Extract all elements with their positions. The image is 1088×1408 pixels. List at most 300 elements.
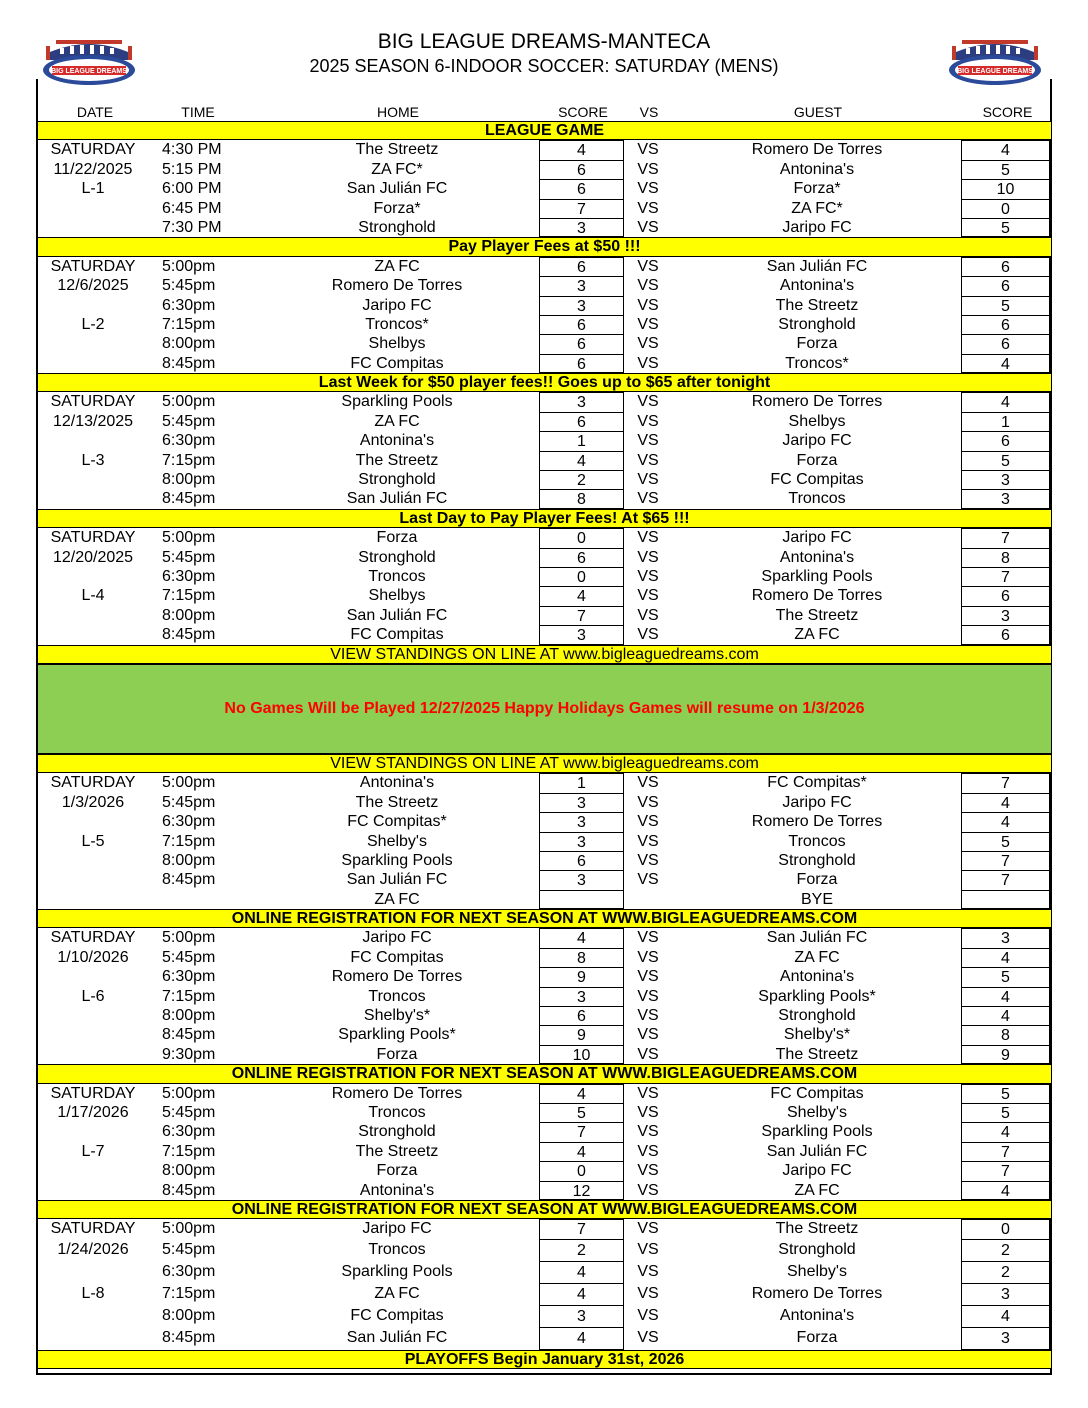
game-time: 5:00pm — [162, 774, 216, 792]
vs-label: VS — [637, 606, 659, 624]
vs-label: VS — [637, 218, 659, 236]
home-team: Shelbys — [368, 587, 426, 605]
home-score: 4 — [539, 1283, 624, 1305]
game-row — [37, 967, 1052, 986]
guest-score: 1 — [961, 412, 1050, 431]
guest-team: ZA FC* — [791, 199, 843, 217]
guest-team: Shelbys — [788, 412, 846, 430]
home-score: 9 — [539, 967, 624, 986]
game-row — [37, 793, 1052, 812]
game-time: 5:00pm — [162, 529, 216, 547]
guest-score: 4 — [961, 793, 1050, 812]
guest-team: Romero De Torres — [751, 587, 883, 605]
home-score: 3 — [539, 832, 624, 851]
guest-score: 5 — [961, 296, 1050, 315]
home-team: Troncos* — [365, 315, 429, 333]
vs-label: VS — [637, 832, 659, 850]
home-team: Troncos — [368, 1240, 426, 1258]
home-team: Forza — [376, 1162, 418, 1180]
game-time: 5:00pm — [162, 1084, 216, 1102]
game-time: 6:30pm — [162, 1123, 216, 1141]
game-time: 7:15pm — [162, 1142, 216, 1160]
home-score: 6 — [539, 315, 624, 334]
vs-label: VS — [637, 354, 659, 372]
game-row — [37, 625, 1052, 644]
game-row — [37, 528, 1052, 547]
home-score: 2 — [539, 470, 624, 489]
guest-score: 4 — [961, 140, 1050, 159]
guest-score: 0 — [961, 199, 1050, 218]
home-team: Romero De Torres — [331, 277, 463, 295]
game-date — [37, 1122, 149, 1141]
home-score: 6 — [539, 257, 624, 276]
guest-score: 4 — [961, 812, 1050, 831]
vs-label: VS — [637, 1181, 659, 1199]
home-score: 3 — [539, 625, 624, 644]
game-date — [37, 851, 149, 870]
home-team: San Julián FC — [346, 180, 448, 198]
home-team: Shelby's* — [363, 1007, 431, 1025]
game-date: SATURDAY — [50, 1084, 136, 1102]
game-time: 5:45pm — [162, 948, 216, 966]
svg-text:BIG LEAGUE DREAMS: BIG LEAGUE DREAMS — [51, 68, 127, 75]
game-time: 8:00pm — [162, 1007, 216, 1025]
guest-score: 5 — [961, 451, 1050, 470]
col-score2: SCORE — [982, 104, 1033, 120]
page-header — [0, 0, 1088, 100]
home-score: 3 — [539, 1305, 624, 1327]
game-time: 5:45pm — [162, 1103, 216, 1121]
home-score: 6 — [539, 334, 624, 353]
guest-team: Jaripo FC — [782, 529, 852, 547]
game-row — [37, 1327, 1052, 1349]
standings-link-banner: VIEW STANDINGS ON LINE AT www.bigleaguedreams.com — [37, 645, 1052, 664]
home-team: Antonina's — [359, 1181, 435, 1199]
game-time: 6:00 PM — [162, 180, 222, 198]
home-team: Troncos — [368, 987, 426, 1005]
game-time: 8:45pm — [162, 1329, 216, 1347]
guest-team: Antonina's — [779, 277, 855, 295]
guest-score: 6 — [961, 625, 1050, 644]
vs-label: VS — [637, 567, 659, 585]
game-time: 5:45pm — [162, 1240, 216, 1258]
home-team: Jaripo FC — [362, 296, 432, 314]
vs-label: VS — [637, 1262, 659, 1280]
guest-team: Antonina's — [779, 1307, 855, 1325]
home-score: 4 — [539, 451, 624, 470]
vs-label: VS — [637, 277, 659, 295]
game-date — [37, 567, 149, 586]
vs-label: VS — [637, 987, 659, 1005]
announcement-banner: Last Day to Pay Player Fees! At $65 !!! — [37, 509, 1052, 528]
vs-label: VS — [637, 1007, 659, 1025]
announcement-banner: ONLINE REGISTRATION FOR NEXT SEASON AT WWW.BIGLEAGUEDREAMS.COM — [37, 1064, 1052, 1083]
guest-team: Sparkling Pools — [761, 1123, 873, 1141]
guest-team: Troncos — [788, 832, 846, 850]
home-team: FC Compitas — [350, 1307, 444, 1325]
game-time: 8:45pm — [162, 871, 216, 889]
vs-label: VS — [637, 1220, 659, 1238]
vs-label: VS — [637, 1162, 659, 1180]
game-row — [37, 218, 1052, 237]
guest-score: 0 — [961, 1219, 1050, 1238]
announcement-banner: ONLINE REGISTRATION FOR NEXT SEASON AT WWW.BIGLEAGUEDREAMS.COM — [37, 1200, 1052, 1219]
game-date: 1/17/2026 — [57, 1103, 129, 1121]
game-date — [37, 470, 149, 489]
game-date: 12/6/2025 — [57, 277, 129, 295]
game-row — [37, 296, 1052, 315]
guest-team: The Streetz — [775, 606, 859, 624]
announcement-banner: ONLINE REGISTRATION FOR NEXT SEASON AT WWW.BIGLEAGUEDREAMS.COM — [37, 909, 1052, 928]
game-time: 5:00pm — [162, 257, 216, 275]
guest-team: Antonina's — [779, 968, 855, 986]
game-time: 6:30pm — [162, 567, 216, 585]
game-row — [37, 928, 1052, 947]
game-row — [37, 1142, 1052, 1161]
home-score: 4 — [539, 140, 624, 159]
guest-team: Sparkling Pools* — [758, 987, 876, 1005]
game-time: 5:00pm — [162, 393, 216, 411]
game-time: 5:00pm — [162, 929, 216, 947]
game-row — [37, 140, 1052, 159]
vs-label: VS — [637, 1142, 659, 1160]
game-date: L-3 — [81, 451, 105, 469]
guest-team: Stronghold — [778, 1240, 856, 1258]
home-score: 7 — [539, 606, 624, 625]
game-row — [37, 1025, 1052, 1044]
home-team: Shelby's — [367, 832, 427, 850]
game-date: SATURDAY — [50, 1220, 136, 1238]
guest-score: 7 — [961, 1161, 1050, 1180]
guest-team: Jaripo FC — [782, 218, 852, 236]
game-time: 7:15pm — [162, 451, 216, 469]
guest-score: 4 — [961, 987, 1050, 1006]
game-time: 6:30pm — [162, 296, 216, 314]
guest-team: Romero De Torres — [751, 141, 883, 159]
vs-label: VS — [637, 626, 659, 644]
home-team: Stronghold — [358, 218, 436, 236]
home-team: San Julián FC — [346, 490, 448, 508]
game-date: L-4 — [81, 587, 105, 605]
guest-score: 6 — [961, 257, 1050, 276]
announcement-banner: Pay Player Fees at $50 !!! — [37, 237, 1052, 256]
game-row — [37, 489, 1052, 508]
game-row — [37, 1084, 1052, 1103]
page-title: BIG LEAGUE DREAMS-MANTECA — [377, 30, 711, 53]
guest-score: 3 — [961, 470, 1050, 489]
game-time: 5:15 PM — [162, 160, 222, 178]
game-date: SATURDAY — [50, 929, 136, 947]
guest-score: 8 — [961, 548, 1050, 567]
guest-score: 7 — [961, 851, 1050, 870]
game-row — [37, 199, 1052, 218]
game-date: 11/22/2025 — [53, 160, 133, 178]
game-row — [37, 851, 1052, 870]
guest-score: 4 — [961, 1305, 1050, 1327]
guest-team: Stronghold — [778, 1007, 856, 1025]
game-row — [37, 1103, 1052, 1122]
game-time: 8:45pm — [162, 626, 216, 644]
guest-score: 6 — [961, 334, 1050, 353]
game-date: L-1 — [81, 180, 105, 198]
game-date — [37, 812, 149, 831]
guest-score: 3 — [961, 489, 1050, 508]
game-row — [37, 948, 1052, 967]
home-score: 3 — [539, 296, 624, 315]
home-team: Forza — [376, 529, 418, 547]
game-time: 8:00pm — [162, 851, 216, 869]
guest-team: Forza — [796, 871, 838, 889]
game-date: 1/24/2026 — [57, 1240, 129, 1258]
vs-label: VS — [637, 315, 659, 333]
game-time: 5:45pm — [162, 793, 216, 811]
guest-team: The Streetz — [775, 1045, 859, 1063]
guest-team: Forza — [796, 1329, 838, 1347]
game-time: 5:00pm — [162, 1220, 216, 1238]
game-row — [37, 179, 1052, 198]
col-date: DATE — [76, 104, 114, 120]
vs-label: VS — [637, 432, 659, 450]
guest-score: 4 — [961, 1122, 1050, 1141]
holiday-notice: No Games Will be Played 12/27/2025 Happy Holidays Games will resume on 1/3/2026 — [37, 664, 1052, 754]
home-team: Jaripo FC — [362, 929, 432, 947]
home-score: 5 — [539, 1103, 624, 1122]
vs-label: VS — [637, 1285, 659, 1303]
game-row — [37, 315, 1052, 334]
home-team: The Streetz — [355, 451, 439, 469]
home-score: 7 — [539, 1219, 624, 1238]
home-team: Stronghold — [358, 471, 436, 489]
home-team: Stronghold — [358, 548, 436, 566]
home-score: 6 — [539, 851, 624, 870]
game-time: 6:30pm — [162, 432, 216, 450]
vs-label: VS — [637, 1103, 659, 1121]
game-row — [37, 987, 1052, 1006]
vs-label: VS — [637, 490, 659, 508]
home-score: 3 — [539, 218, 624, 237]
home-team: The Streetz — [355, 141, 439, 159]
vs-label: VS — [637, 1240, 659, 1258]
game-row — [37, 890, 1052, 909]
home-score: 8 — [539, 948, 624, 967]
game-date — [37, 334, 149, 353]
guest-score: 3 — [961, 928, 1050, 947]
guest-team: FC Compitas — [770, 471, 864, 489]
guest-score: 7 — [961, 1142, 1050, 1161]
home-team: FC Compitas* — [347, 813, 447, 831]
guest-score: 6 — [961, 315, 1050, 334]
home-score: 2 — [539, 1239, 624, 1261]
vs-label: VS — [637, 471, 659, 489]
game-date: L-2 — [81, 315, 105, 333]
guest-team: San Julián FC — [766, 257, 868, 275]
home-score: 3 — [539, 987, 624, 1006]
home-team: ZA FC* — [371, 160, 423, 178]
home-score: 10 — [539, 1045, 624, 1064]
guest-team: The Streetz — [775, 1220, 859, 1238]
home-team: Shelbys — [368, 335, 426, 353]
game-time: 7:15pm — [162, 987, 216, 1005]
guest-score: 7 — [961, 567, 1050, 586]
guest-team: Troncos — [788, 490, 846, 508]
home-team: Romero De Torres — [331, 968, 463, 986]
guest-team: Shelby's — [787, 1103, 847, 1121]
home-score: 4 — [539, 1084, 624, 1103]
guest-score: 9 — [961, 1045, 1050, 1064]
guest-score: 5 — [961, 218, 1050, 237]
game-time: 8:00pm — [162, 335, 216, 353]
guest-score: 4 — [961, 1006, 1050, 1025]
announcement-banner: PLAYOFFS Begin January 31st, 2026 — [37, 1350, 1052, 1369]
game-time: 7:15pm — [162, 1285, 216, 1303]
vs-label: VS — [637, 160, 659, 178]
game-row — [37, 1181, 1052, 1200]
vs-label: VS — [637, 1045, 659, 1063]
guest-score: 6 — [961, 431, 1050, 450]
home-team: ZA FC — [374, 257, 420, 275]
guest-team: Romero De Torres — [751, 1285, 883, 1303]
game-row — [37, 1006, 1052, 1025]
home-score: 0 — [539, 1161, 624, 1180]
vs-label: VS — [637, 548, 659, 566]
guest-team: Troncos* — [785, 354, 849, 372]
col-guest: GUEST — [793, 104, 843, 120]
vs-label: VS — [637, 1329, 659, 1347]
game-time: 6:30pm — [162, 1262, 216, 1280]
vs-label: VS — [637, 257, 659, 275]
game-date — [37, 1181, 149, 1200]
vs-label: VS — [637, 1084, 659, 1102]
home-team: Forza* — [373, 199, 421, 217]
home-team: Sparkling Pools — [341, 1262, 453, 1280]
home-team: Forza — [376, 1045, 418, 1063]
game-row — [37, 606, 1052, 625]
game-date — [37, 870, 149, 889]
game-date — [37, 199, 149, 218]
home-team: Antonina's — [359, 432, 435, 450]
game-time: 5:45pm — [162, 412, 216, 430]
home-team: San Julián FC — [346, 871, 448, 889]
announcement-banner: LEAGUE GAME — [37, 121, 1052, 140]
col-time: TIME — [181, 104, 215, 120]
game-time: 8:00pm — [162, 1307, 216, 1325]
col-vs: VS — [639, 104, 659, 120]
home-team: FC Compitas — [350, 354, 444, 372]
game-date — [37, 1327, 149, 1349]
home-team: Antonina's — [359, 774, 435, 792]
vs-label: VS — [637, 851, 659, 869]
game-date: 12/13/2025 — [52, 412, 134, 430]
standings-link-banner: VIEW STANDINGS ON LINE AT www.bigleaguedreams.com — [37, 754, 1052, 773]
home-score: 4 — [539, 586, 624, 605]
guest-team: Forza — [796, 451, 838, 469]
guest-score: 5 — [961, 1084, 1050, 1103]
game-date: L-5 — [81, 832, 105, 850]
guest-team: Romero De Torres — [751, 813, 883, 831]
game-row — [37, 257, 1052, 276]
home-team: ZA FC — [374, 1285, 420, 1303]
game-row — [37, 1045, 1052, 1064]
guest-score: 3 — [961, 1283, 1050, 1305]
announcement-banner: Last Week for $50 player fees!! Goes up to $65 after tonight — [37, 373, 1052, 392]
vs-label: VS — [637, 199, 659, 217]
guest-score: 7 — [961, 528, 1050, 547]
vs-label: VS — [637, 393, 659, 411]
game-time: 7:15pm — [162, 315, 216, 333]
vs-label: VS — [637, 180, 659, 198]
home-team: The Streetz — [355, 793, 439, 811]
game-date: SATURDAY — [50, 529, 136, 547]
game-time: 5:45pm — [162, 548, 216, 566]
home-score: 3 — [539, 870, 624, 889]
column-headers — [38, 103, 1052, 121]
guest-team: San Julián FC — [766, 929, 868, 947]
home-score: 6 — [539, 354, 624, 373]
guest-team: Antonina's — [779, 548, 855, 566]
game-date — [37, 1261, 149, 1283]
guest-score: 7 — [961, 773, 1050, 792]
guest-team: Forza* — [793, 180, 841, 198]
game-row — [37, 1122, 1052, 1141]
game-row — [37, 160, 1052, 179]
vs-label: VS — [637, 813, 659, 831]
game-row — [37, 334, 1052, 353]
vs-label: VS — [637, 451, 659, 469]
guest-score: 3 — [961, 1327, 1050, 1349]
home-team: San Julián FC — [346, 606, 448, 624]
guest-team: Forza — [796, 335, 838, 353]
guest-score: 4 — [961, 392, 1050, 411]
home-team: ZA FC — [374, 890, 420, 908]
home-score: 3 — [539, 812, 624, 831]
game-row — [37, 1283, 1052, 1305]
guest-team: Sparkling Pools — [761, 567, 873, 585]
vs-label: VS — [637, 1123, 659, 1141]
page-subtitle: 2025 SEASON 6-INDOOR SOCCER: SATURDAY (MENS) — [309, 56, 779, 76]
guest-team: ZA FC — [794, 948, 840, 966]
game-date: 1/3/2026 — [61, 793, 125, 811]
home-score: 1 — [539, 431, 624, 450]
home-team: Troncos — [368, 1103, 426, 1121]
home-team: ZA FC — [374, 412, 420, 430]
game-date: SATURDAY — [50, 774, 136, 792]
game-row — [37, 1261, 1052, 1283]
game-date: SATURDAY — [50, 393, 136, 411]
home-score: 4 — [539, 1142, 624, 1161]
guest-score: 2 — [961, 1239, 1050, 1261]
game-row — [37, 276, 1052, 295]
guest-team: Antonina's — [779, 160, 855, 178]
guest-score: 4 — [961, 354, 1050, 373]
game-date — [37, 489, 149, 508]
game-time: 8:45pm — [162, 490, 216, 508]
game-date: SATURDAY — [50, 257, 136, 275]
vs-label: VS — [637, 335, 659, 353]
game-time: 8:45pm — [162, 1026, 216, 1044]
home-score: 6 — [539, 1006, 624, 1025]
game-date: L-8 — [81, 1285, 105, 1303]
game-row — [37, 567, 1052, 586]
vs-label: VS — [637, 948, 659, 966]
vs-label: VS — [637, 793, 659, 811]
guest-team: ZA FC — [794, 626, 840, 644]
game-date — [37, 296, 149, 315]
game-date — [37, 606, 149, 625]
home-score: 1 — [539, 773, 624, 792]
col-score: SCORE — [558, 104, 608, 120]
guest-team: Jaripo FC — [782, 793, 852, 811]
game-row — [37, 431, 1052, 450]
